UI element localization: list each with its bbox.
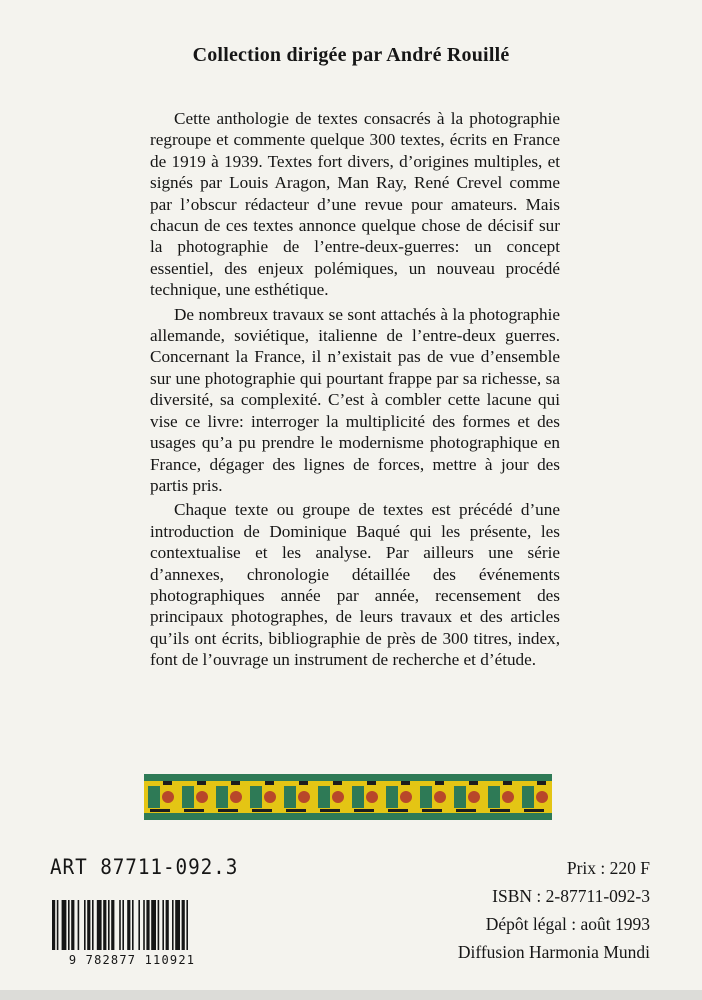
legal-deposit: Dépôt légal : août 1993 [485, 914, 650, 934]
isbn: ISBN : 2-87711-092-3 [492, 886, 650, 906]
distribution: Diffusion Harmonia Mundi [457, 942, 650, 962]
decorative-frieze [144, 772, 552, 822]
paragraph-3: Chaque texte ou groupe de textes est précédé d’une introduction de Dominique Baqué qui les présente, les contextualise et les analyse. Par ailleurs une série d’annexes, chronologie détaillée des événements photographiques année par année, recensement des principaux photographes, de leurs travaux et des articles qu’ils ont écrits, bibliographie de près de 300 titres, index, font de l’ouvrage un instrument de recherche et d’étude. [150, 500, 560, 670]
barcode-digits: 9 782877 110921 [68, 953, 196, 966]
paragraph-2: De nombreux travaux se sont attachés à la photographie allemande, soviétique, italienne de l’entre-deux guerres. Concernant la France, il n’existait pas de vue d’ensemble sur une photographie qui pourtant frappe par sa richesse, sa diversité, sa complexité. C’est à combler cette lacune qui vise ce livre: interroger la multiplicité des formes et des usages qu’a pu prendre le modernisme photographique en France, dégager des lignes de forces, mettre à jour des partis pris. [150, 304, 560, 495]
barcode [46, 898, 218, 966]
back-cover-text [150, 108, 560, 671]
series-title: Collection dirigée par André Rouillé [192, 44, 510, 66]
page-edge [0, 990, 702, 1000]
paragraph-1: Cette anthologie de textes consacrés à la photographie regroupe et commente quelque 300 textes, écrits en France de 1919 à 1939. Textes fort divers, d’origines multiples, et signés par Louis Aragon, Man Ray, René Crevel comme par l’obscur rédacteur d’une revue pour amateurs. Mais chacun de ces textes annonce quelque chose de décisif sur la photographie de l’entre-deux-guerres: un concept essentiel, des enjeux polémiques, un nouveau procédé technique, une esthétique. [150, 109, 560, 300]
publisher-code: ART 87711-092.3 [50, 855, 239, 879]
price: Prix : 220 F [566, 858, 650, 878]
